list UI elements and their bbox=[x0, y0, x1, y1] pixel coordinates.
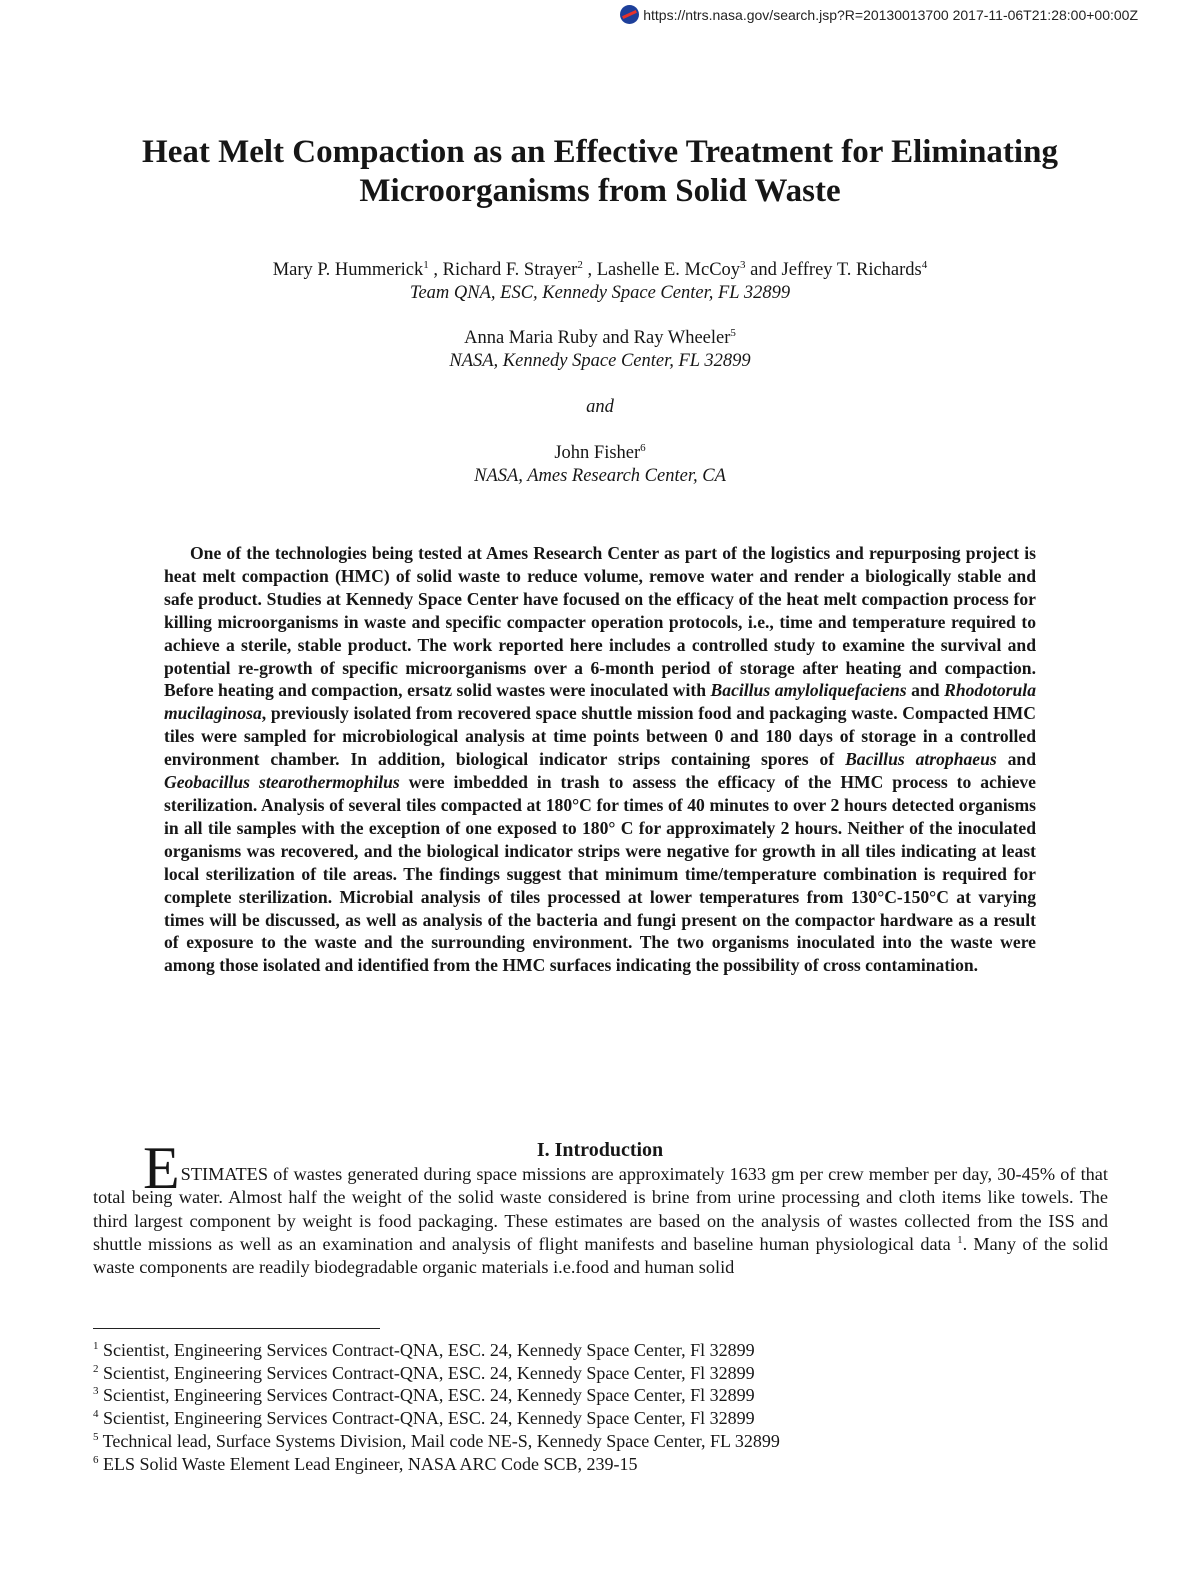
title-line-2: Microorganisms from Solid Waste bbox=[359, 173, 841, 209]
author-sup: 2 bbox=[577, 258, 583, 271]
author-name: and Jeffrey T. Richards bbox=[745, 260, 922, 280]
footnote-item bbox=[93, 1339, 993, 1362]
footnote-number: 5 bbox=[93, 1430, 99, 1443]
paper-title bbox=[80, 133, 1120, 211]
species-name: Bacillus amyloliquefaciens bbox=[710, 680, 907, 701]
footnote-text: Scientist, Engineering Services Contract-QNA, ESC. 24, Kennedy Space Center, Fl 32899 bbox=[98, 1340, 755, 1360]
footnote-number: 4 bbox=[93, 1408, 99, 1421]
author-name: , Lashelle E. McCoy bbox=[582, 260, 741, 280]
author-sup: 6 bbox=[640, 441, 646, 454]
author-names: John Fisher bbox=[554, 443, 641, 463]
author-name: , Richard F. Strayer bbox=[428, 260, 578, 280]
footnote-text: Technical lead, Surface Systems Division, Mail code NE-S, Kennedy Space Center, FL 32899 bbox=[98, 1430, 780, 1451]
author-names: Anna Maria Ruby and Ray Wheeler bbox=[464, 328, 731, 348]
abstract-text: were imbedded in trash to assess the efficacy of the HMC process to achieve sterilization. Analysis of several tiles compacted at 180°C for times of 40 minutes to over 2 hours detected organisms in all tile samples with the exception of one exposed to 180° C for approximately 2 hours. Neither of the inoculated organisms was recovered, and the biological indicator strips were negative for growth in all tiles indicating at least local sterilization of tile areas. The findings suggest that minimum time/temperature combination is required for complete sterilization. Microbial analysis of tiles processed at lower temperatures from 130°C-150°C at varying times will be discussed, as well as analysis of the bacteria and fungi present on the compactor hardware as a result of exposure to the waste and the surrounding environment. The two organisms inoculated into the waste were among those isolated and identified from the HMC surfaces indicating the possibility of cross contamination. bbox=[164, 772, 1036, 976]
author-group-2 bbox=[150, 327, 1050, 350]
footnote-item bbox=[93, 1362, 993, 1385]
footnote-text: Scientist, Engineering Services Contract-QNA, ESC. 24, Kennedy Space Center, Fl 32899 bbox=[98, 1408, 755, 1429]
footnote-item bbox=[93, 1430, 993, 1453]
footnote-item bbox=[93, 1453, 993, 1476]
author-sup: 1 bbox=[423, 258, 429, 271]
footnote-divider bbox=[93, 1328, 380, 1329]
nasa-meatball-icon bbox=[620, 5, 639, 24]
section-heading-introduction: I. Introduction bbox=[536, 1139, 664, 1161]
footnote-item bbox=[93, 1407, 993, 1430]
author-block bbox=[150, 259, 1050, 488]
abstract-text: , previously isolated from recovered space shuttle mission food and packaging waste. Compacted HMC tiles were sampled for microbiological analysis at time points between 0 and 180 days of storage in a controlled environment chamber. In addition, biological indicator strips containing spores of bbox=[164, 703, 1036, 770]
footnote-text: Scientist, Engineering Services Contract-QNA, ESC. 24, Kennedy Space Center, Fl 32899 bbox=[98, 1385, 755, 1406]
heading-spacer bbox=[93, 1140, 1108, 1163]
author-conjunction: and bbox=[586, 397, 614, 417]
footnote-number: 6 bbox=[93, 1453, 99, 1466]
author-sup: 5 bbox=[730, 326, 736, 339]
abstract-text: and bbox=[906, 680, 945, 701]
abstract bbox=[164, 542, 1036, 977]
intro-text: . Many of the solid waste components are readily biodegradable organic materials i.e.food and human solid bbox=[93, 1233, 1108, 1278]
footnote-text: ELS Solid Waste Element Lead Engineer, NASA ARC Code SCB, 239-15 bbox=[98, 1453, 638, 1474]
title-line-1: Heat Melt Compaction as an Effective Treatment for Eliminating bbox=[142, 134, 1058, 170]
ntrs-stamp bbox=[620, 5, 1138, 24]
author-sup: 4 bbox=[921, 258, 928, 271]
introduction-body bbox=[93, 1135, 1108, 1279]
author-group-1 bbox=[150, 259, 1050, 282]
footnotes bbox=[93, 1339, 993, 1475]
abstract-text: and bbox=[996, 749, 1036, 770]
reference-sup: 1 bbox=[957, 1233, 963, 1246]
footnote-item bbox=[93, 1384, 993, 1407]
affiliation-2: NASA, Kennedy Space Center, FL 32899 bbox=[449, 351, 751, 371]
footnote-number: 3 bbox=[93, 1385, 99, 1398]
author-name: Mary P. Hummerick bbox=[272, 260, 424, 280]
species-name: Bacillus atrophaeus bbox=[845, 749, 997, 770]
intro-text: STIMATES of wastes generated during space missions are approximately 1633 gm per crew member per day, 30-45% of that total being water. Almost half the weight of the solid waste considered is brine from urine processing and cloth items like towels. The third largest component by weight is food packaging. These estimates are based on the analysis of wastes collected from the ISS and shuttle missions as well as an examination and analysis of flight manifests and baseline human physiological data bbox=[93, 1164, 1108, 1254]
affiliation-3: NASA, Ames Research Center, CA bbox=[474, 466, 726, 486]
species-name: Rhodotorula mucilaginosa bbox=[164, 680, 1036, 724]
footnote-number: 1 bbox=[93, 1340, 99, 1352]
affiliation-1: Team QNA, ESC, Kennedy Space Center, FL 32899 bbox=[409, 283, 791, 303]
drop-cap: E bbox=[143, 1135, 180, 1201]
ntrs-stamp-text: https://ntrs.nasa.gov/search.jsp?R=20130013700 2017-11-06T21:28:00+00:00Z bbox=[643, 6, 1138, 23]
abstract-text: One of the technologies being tested at Ames Research Center as part of the logistics and repurposing project is heat melt compaction (HMC) of solid waste to reduce volume, remove water and render a biologically stable and safe product. Studies at Kennedy Space Center have focused on the efficacy of the heat melt compaction process for killing microorganisms in waste and specific compacter operation protocols, i.e., time and temperature required to achieve a sterile, stable product. The work reported here includes a controlled study to examine the survival and potential re-growth of specific microorganisms over a 6-month period of storage after heating and compaction. Before heating and compaction, ersatz solid wastes were inoculated with bbox=[164, 543, 1036, 701]
species-name: Geobacillus stearothermophilus bbox=[164, 772, 400, 793]
footnote-text: Scientist, Engineering Services Contract-QNA, ESC. 24, Kennedy Space Center, Fl 32899 bbox=[98, 1362, 755, 1383]
author-group-3 bbox=[150, 442, 1050, 465]
author-sup: 3 bbox=[740, 258, 746, 271]
footnote-number: 2 bbox=[93, 1362, 99, 1375]
